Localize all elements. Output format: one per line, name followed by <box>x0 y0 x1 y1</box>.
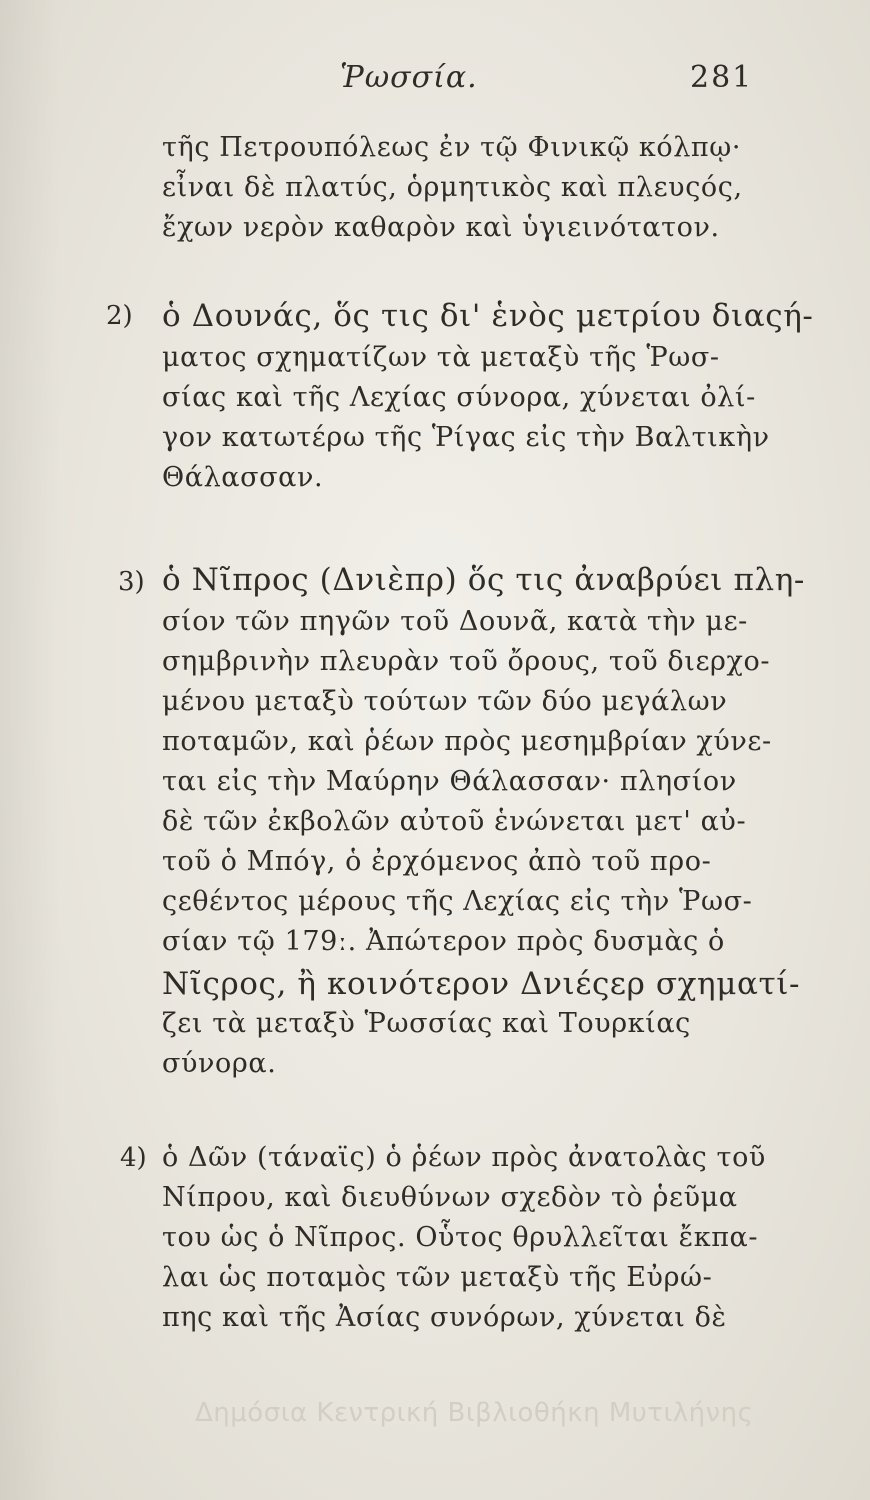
text-line: σίας καὶ τῆς Λεχίας σύνορα, χύνεται ὀλί- <box>162 382 756 413</box>
text-line: ςεθέντος μέρους τῆς Λεχίας εἰς τὴν Ῥωσ- <box>162 886 753 917</box>
library-watermark: Δημόσια Κεντρική Βιβλιοθήκη Μυτιλήνης <box>195 1398 754 1428</box>
text-line: ἔχων νερὸν καθαρὸν καὶ ὑγιεινότατον. <box>162 212 720 243</box>
text-line: εἶναι δὲ πλατύς, ὁρμητικὸς καὶ πλευςός, <box>162 172 743 203</box>
text-line: γον κατωτέρω τῆς Ῥίγας εἰς τὴν Βαλτικὴν <box>162 422 770 453</box>
text-line: σίαν τῷ 179ː. Ἀπώτερον πρὸς δυσμὰς ὁ <box>162 926 725 957</box>
text-line: Νῖςρος, ἢ κοινότερον Δνιέςερ σχηματί- <box>162 966 801 1002</box>
text-line: σύνορα. <box>162 1048 277 1079</box>
text-line: Νίπρου, καὶ διευθύνων σχεδὸν τὸ ῥεῦμα <box>162 1182 738 1213</box>
text-line: σημβρινὴν πλευρὰν τοῦ ὄρους, τοῦ διερχο- <box>162 646 771 677</box>
text-line: Θάλασσαν. <box>162 462 324 493</box>
text-line: δὲ τῶν ἐκβολῶν αὐτοῦ ἑνώνεται μετ' αὐ- <box>162 806 747 837</box>
text-line: σίον τῶν πηγῶν τοῦ Δουνᾶ, κατὰ τὴν με- <box>162 606 748 637</box>
text-line: τῆς Πετρουπόλεως ἐν τῷ Φινικῷ κόλπῳ· <box>162 132 742 163</box>
text-line: του ὡς ὁ Νῖπρος. Οὗτος θρυλλεῖται ἔκπα- <box>162 1222 759 1253</box>
list-marker: 4) <box>120 1143 147 1173</box>
text-line: ται εἰς τὴν Μαύρην Θάλασσαν· πλησίον <box>162 766 737 797</box>
text-line: λαι ὡς ποταμὸς τῶν μεταξὺ τῆς Εὐρώ- <box>162 1262 713 1293</box>
list-marker: 2) <box>106 301 133 331</box>
page-title: Ῥωσσία. <box>340 60 478 95</box>
text-line: τοῦ ὁ Μπόγ, ὁ ἐρχόμενος ἀπὸ τοῦ προ- <box>162 846 712 877</box>
list-marker: 3) <box>118 567 145 597</box>
text-line: ζει τὰ μεταξὺ Ῥωσσίας καὶ Τουρκίας <box>162 1008 691 1039</box>
page-number: 281 <box>690 60 754 95</box>
text-line: ποταμῶν, καὶ ῥέων πρὸς μεσημβρίαν χύνε- <box>162 726 772 757</box>
text-line: ματος σχηματίζων τὰ μεταξὺ τῆς Ῥωσ- <box>162 342 720 373</box>
text-line: ὁ Δουνάς, ὅς τις δι' ἑνὸς μετρίου διαςή- <box>162 298 814 334</box>
page-edge-shadow <box>0 0 60 1500</box>
running-head <box>0 60 870 110</box>
text-line: μένου μεταξὺ τούτων τῶν δύο μεγάλων <box>162 686 728 717</box>
text-line: ὁ Δῶν (τάναϊς) ὁ ῥέων πρὸς ἀνατολὰς τοῦ <box>162 1142 766 1173</box>
text-line: πης καὶ τῆς Ἀσίας συνόρων, χύνεται δὲ <box>162 1302 727 1333</box>
text-line: ὁ Νῖπρος (Δνιὲπρ) ὅς τις ἀναβρύει πλη- <box>162 562 805 598</box>
